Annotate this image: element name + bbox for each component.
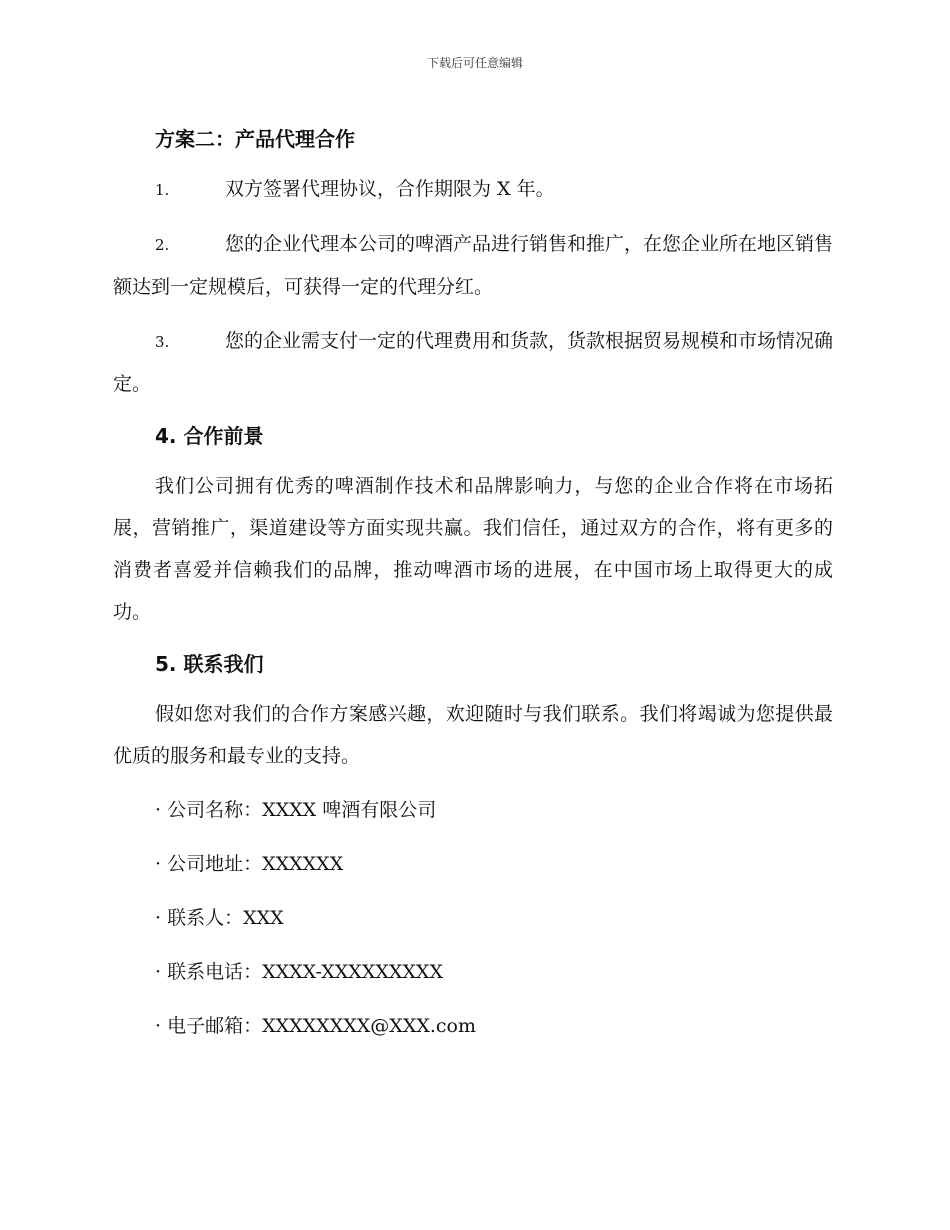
list-number: 3. bbox=[155, 333, 170, 351]
list-number: 1. bbox=[155, 181, 170, 199]
list-item-3 bbox=[113, 320, 833, 405]
list-number: 2. bbox=[155, 236, 170, 254]
contact-email: · 电子邮箱：XXXXXXXX@XXX.com bbox=[155, 1015, 477, 1037]
contact-company-address: · 公司地址：XXXXXX bbox=[155, 853, 344, 875]
list-item-1 bbox=[113, 168, 833, 211]
contact-heading: 5. 联系我们 bbox=[155, 652, 264, 676]
contact-company-name: · 公司名称：XXXX 啤酒有限公司 bbox=[155, 799, 437, 821]
list-text: 您的企业需支付一定的代理费用和货款，货款根据贸易规模和市场情况确定。 bbox=[113, 330, 834, 395]
page-header: 下载后可任意编辑 bbox=[426, 56, 523, 70]
list-item-2 bbox=[113, 223, 833, 308]
document-body bbox=[113, 108, 833, 1047]
list-text: 双方签署代理协议，合作期限为 X 年。 bbox=[225, 178, 555, 200]
contact-person: · 联系人：XXX bbox=[155, 907, 284, 929]
contact-paragraph: 假如您对我们的合作方案感兴趣，欢迎随时与我们联系。我们将竭诚为您提供最优质的服务和最专业的支持。 bbox=[113, 703, 833, 767]
prospects-heading: 4. 合作前景 bbox=[155, 424, 264, 448]
contact-phone: · 联系电话：XXXX-XXXXXXXXX bbox=[155, 961, 443, 983]
prospects-paragraph: 我们公司拥有优秀的啤酒制作技术和品牌影响力，与您的企业合作将在市场拓展，营销推广，渠道建设等方面实现共赢。我们信任，通过双方的合作，将有更多的消费者喜爱并信赖我们的品牌，推动啤酒市场的进展，在中国市场上取得更大的成功。 bbox=[113, 475, 833, 623]
plan2-heading: 方案二：产品代理合作 bbox=[155, 127, 355, 151]
list-text: 您的企业代理本公司的啤酒产品进行销售和推广，在您企业所在地区销售额达到一定规模后，可获得一定的代理分红。 bbox=[113, 233, 834, 298]
